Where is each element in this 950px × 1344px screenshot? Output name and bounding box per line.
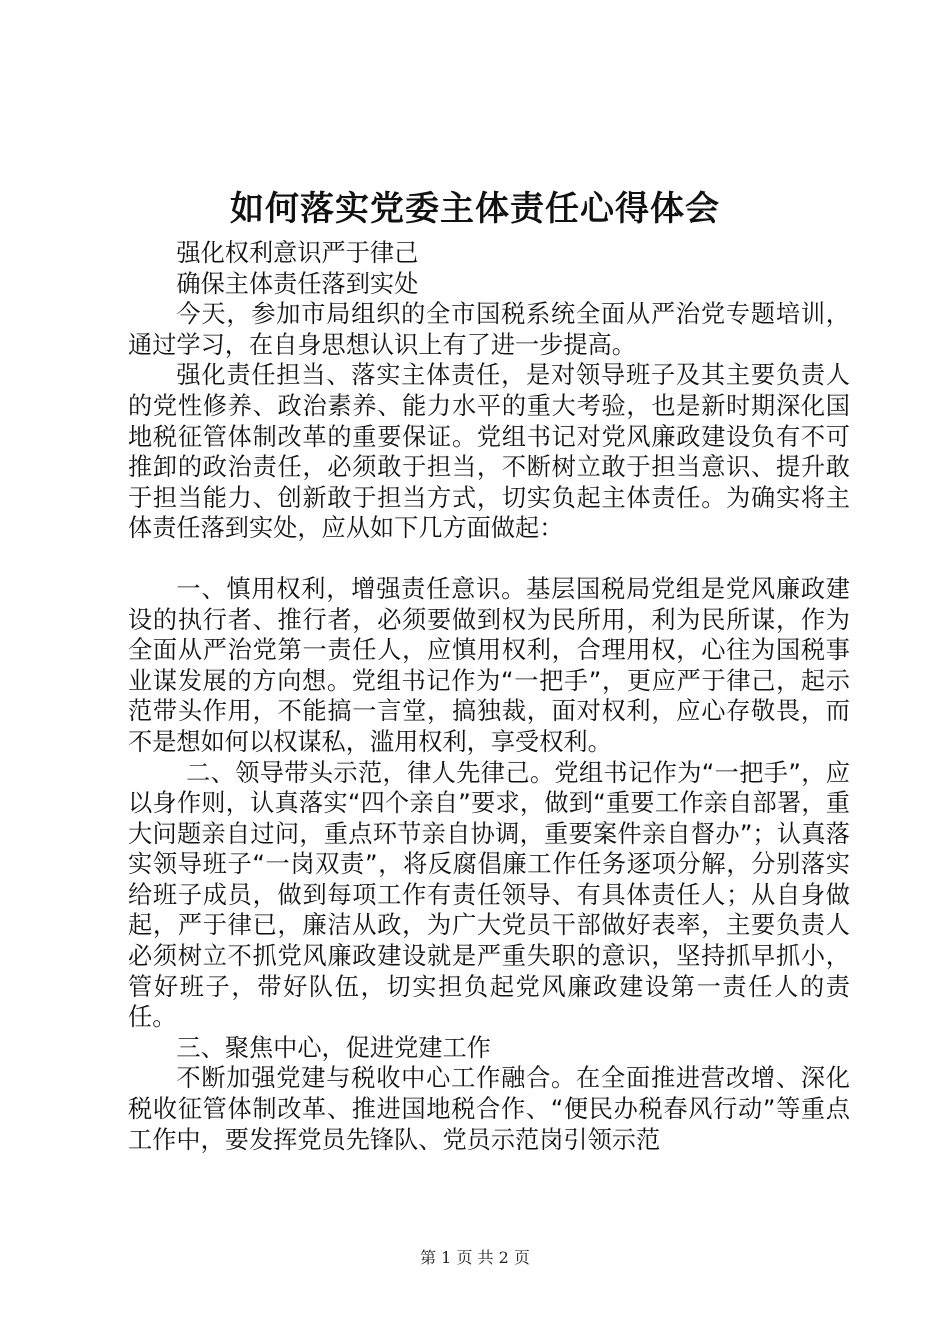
paragraph-section-3: 不断加强党建与税收中心工作融合。在全面推进营改增、深化税收征管体制改革、推进国地税合作、“便民办税春风行动”等重点工作中，要发挥党员先锋队、党员示范岗引领示范 xyxy=(128,1064,850,1154)
subtitle-line-2: 确保主体责任落到实处 xyxy=(176,269,419,298)
paragraph-responsibility: 强化责任担当、落实主体责任，是对领导班子及其主要负责人的党性修养、政治素养、能力水平的重大考验，也是新时期深化国地税征管体制改革的重要保证。党组书记对党风廉政建设负有不可推卸的政治责任，必须敢于担当，不断树立敢于担当意识、提升敢于担当能力、创新敢于担当方式，切实负起主体责任。为确实将主体责任落到实处，应从如下几方面做起： xyxy=(128,361,850,543)
document-title: 如何落实党委主体责任心得体会 xyxy=(230,189,720,229)
document-body xyxy=(128,238,850,1155)
heading-section-3: 三、聚焦中心，促进党建工作 xyxy=(176,1033,491,1062)
paragraph-section-1: 一、慎用权利，增强责任意识。基层国税局党组是党风廉政建设的执行者、推行者，必须要做到权为民所用，利为民所谋，作为全面从严治党第一责任人，应慎用权利，合理用权，心往为国税事业谋发展的方向想。党组书记作为“一把手”，更应严于律己，起示范带头作用，不能搞一言堂，搞独裁，面对权利，应心存敬畏，而不是想如何以权谋私，滥用权利，享受权利。 xyxy=(128,574,850,756)
page-footer: 第 1 页 共 2 页 xyxy=(420,1248,530,1267)
subtitle-line-1: 强化权利意识严于律己 xyxy=(176,239,419,267)
paragraph-intro: 今天，参加市局组织的全市国税系统全面从严治党专题培训，通过学习，在自身思想认识上有了进一步提高。 xyxy=(128,300,850,359)
paragraph-section-2: 二、领导带头示范，律人先律己。党组书记作为“一把手”，应以身作则，认真落实“四个亲自”要求，做到“重要工作亲自部署，重大问题亲自过问，重点环节亲自协调，重要案件亲自督办”；认真落实领导班子“一岗双责”，将反腐倡廉工作任务逐项分解，分别落实给班子成员，做到每项工作有责任领导、有具体责任人；从自身做起，严于律已，廉洁从政，为广大党员干部做好表率，主要负责人必须树立不抓党风廉政建设就是严重失职的意识，坚持抓早抓小，管好班子，带好队伍，切实担负起党风廉政建设第一责任人的责任。 xyxy=(128,758,850,1032)
